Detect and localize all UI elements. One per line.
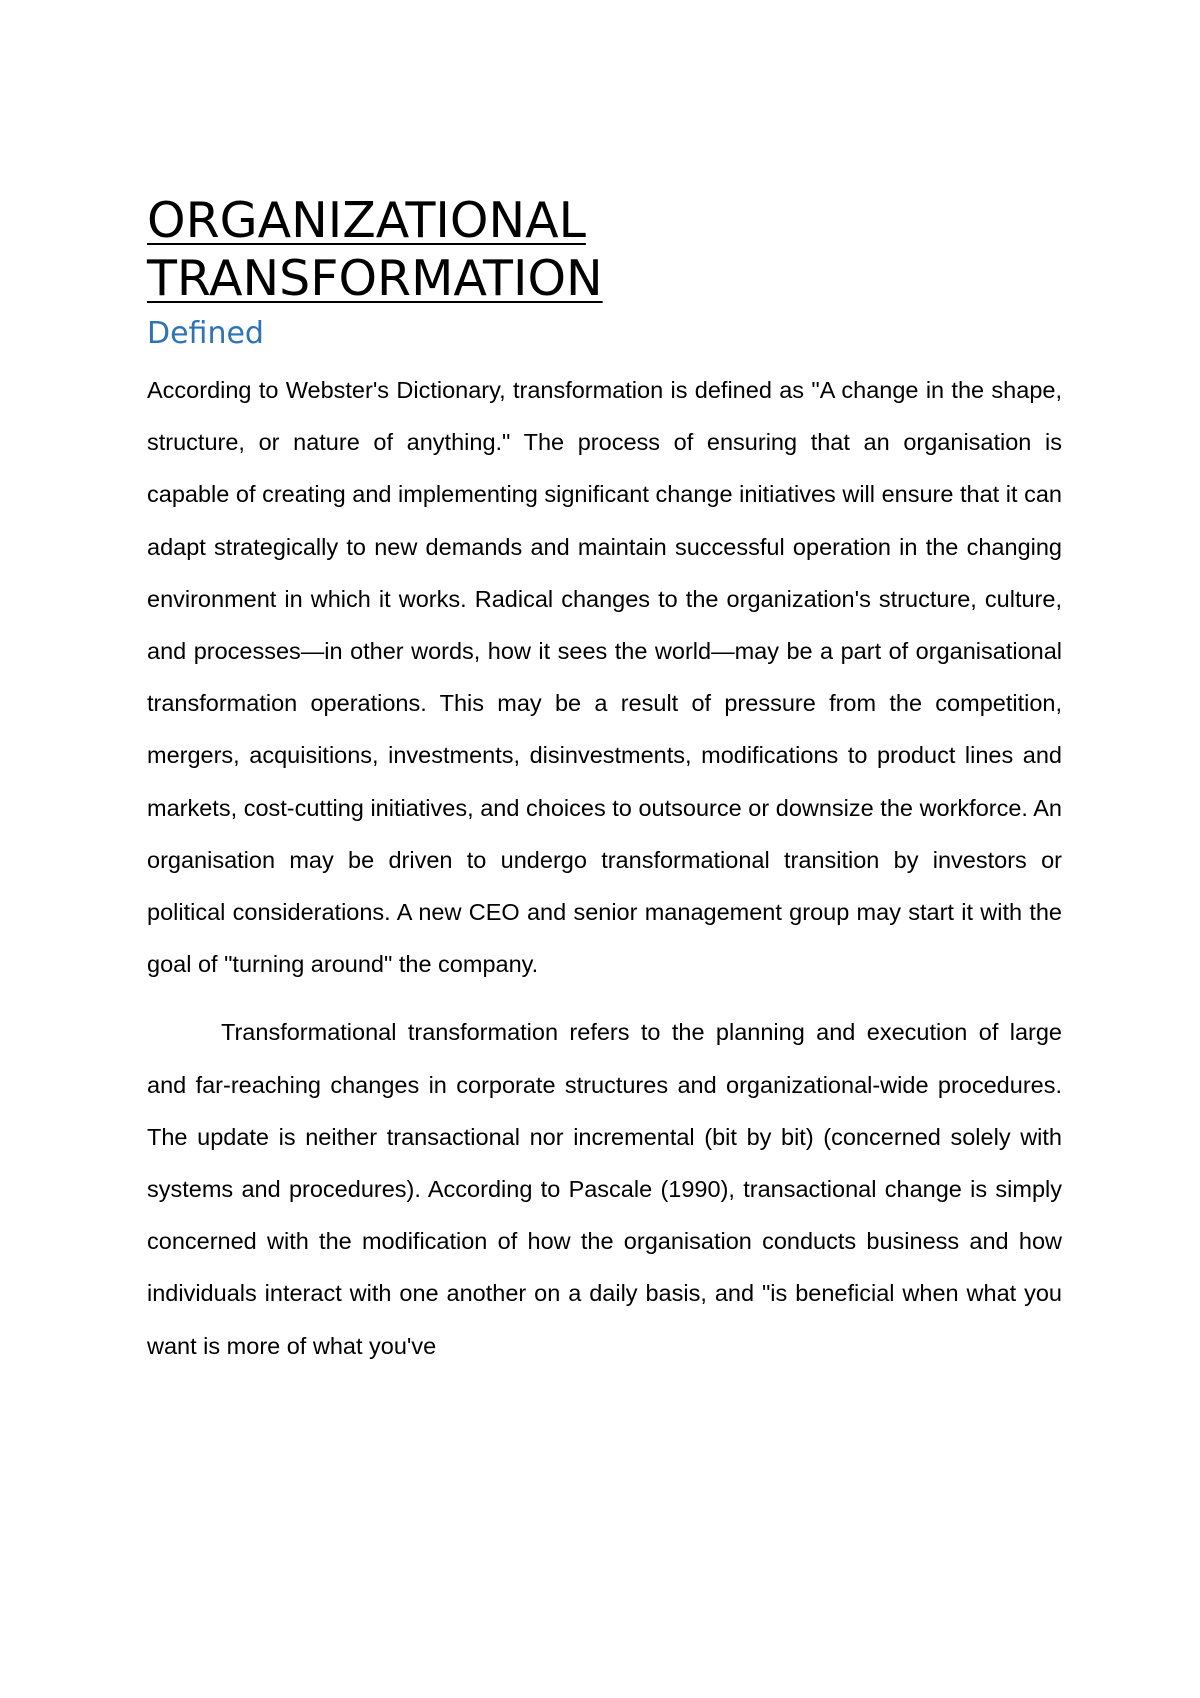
document-title	[147, 192, 1062, 308]
paragraph-2: Transformational transformation refers to the planning and execution of large and far-reaching changes in corporate structures and organizational-wide procedures. The update is neither transactional nor incremental (bit by bit) (concerned solely with systems and procedures). According to Pascale (1990), transactional change is simply concerned with the modification of how the organisation conducts business and how individuals interact with one another on a daily basis, and "is beneficial when what you want is more of what you've	[147, 1019, 1062, 1359]
section-heading: Defined	[147, 316, 264, 351]
paragraph-1: According to Webster's Dictionary, transformation is defined as "A change in the shape, structure, or nature of anything." The process of ensuring that an organisation is capable of creating and implementing significant change initiatives will ensure that it can adapt strategically to new demands and maintain successful operation in the changing environment in which it works. Radical changes to the organization's structure, culture, and processes—in other words, how it sees the world—may be a part of organisational transformation operations. This may be a result of pressure from the competition, mergers, acquisitions, investments, disinvestments, modifications to product lines and markets, cost-cutting initiatives, and choices to outsource or downsize the workforce. An organisation may be driven to undergo transformational transition by investors or political considerations. A new CEO and senior management group may start it with the goal of "turning around" the company.	[147, 377, 1062, 978]
title-line-1: ORGANIZATIONAL	[147, 192, 586, 249]
title-line-2: TRANSFORMATION	[147, 250, 603, 307]
document-body	[147, 192, 1062, 1372]
